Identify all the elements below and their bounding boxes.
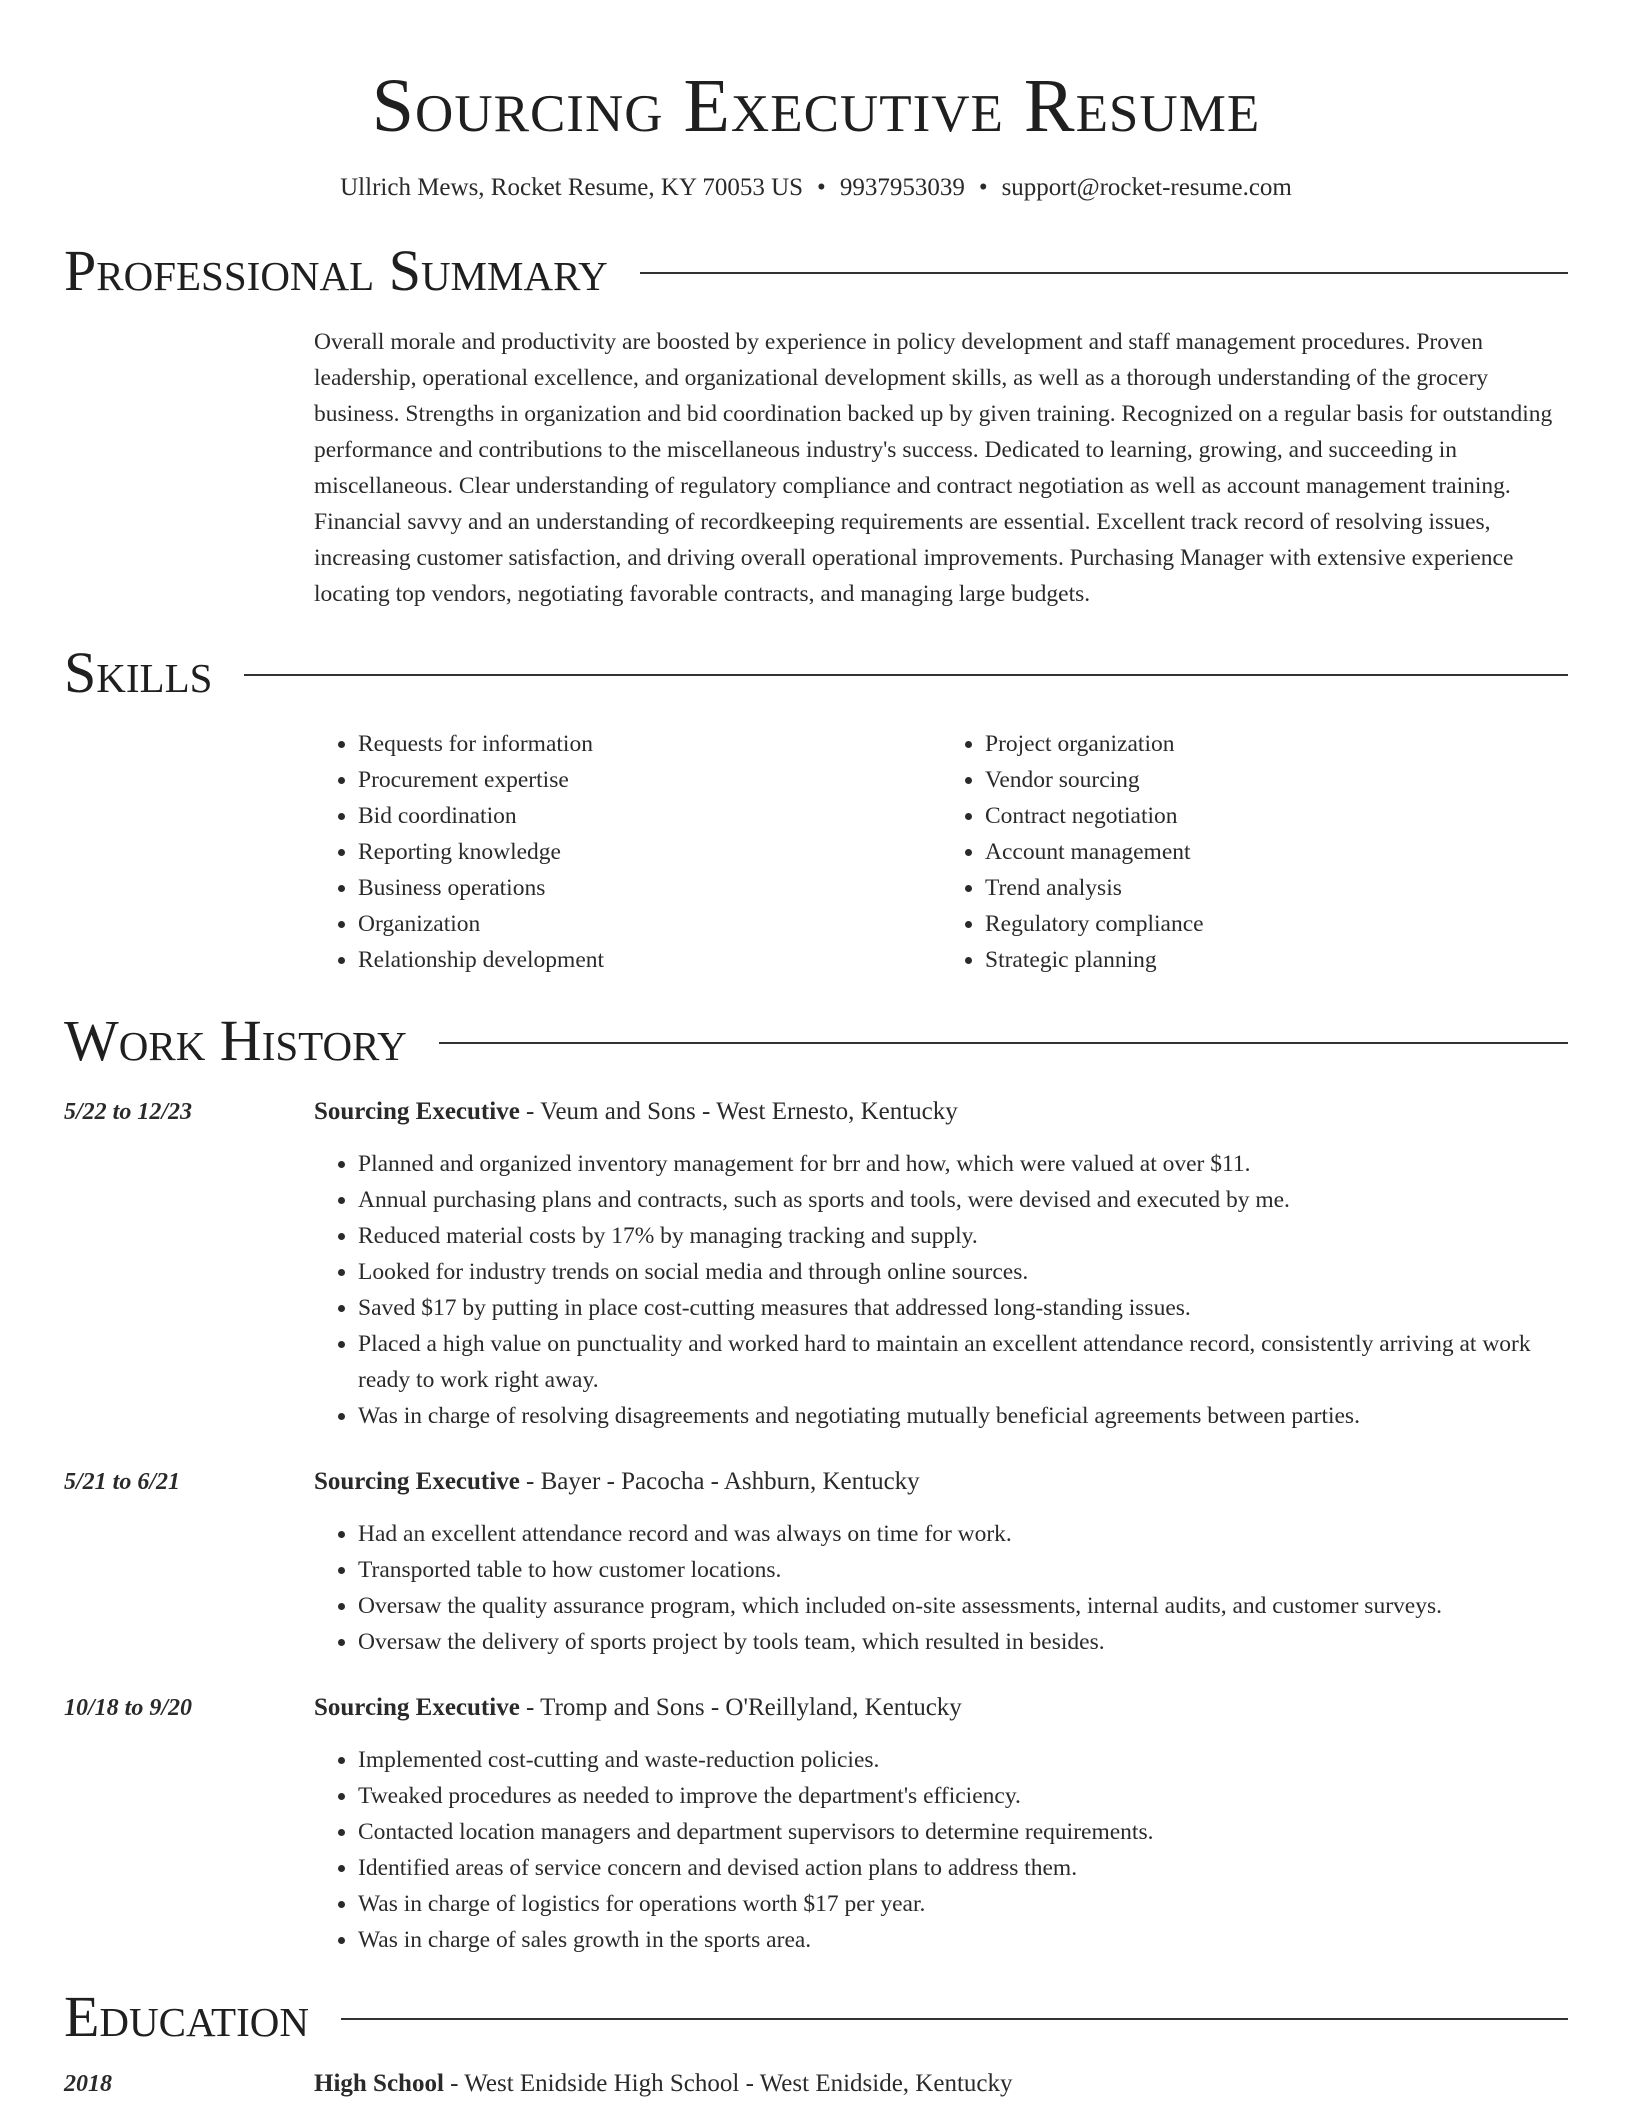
section-divider <box>439 1042 1568 1044</box>
job-dates: 5/22 to 12/23 <box>64 1099 193 1125</box>
education-degree: High School <box>314 2070 444 2097</box>
job-bullet: • Saved $17 by putting in place cost-cutting measures that addressed long-standing issues. <box>358 1290 1568 1326</box>
job-bullet: • Placed a high value on punctuality and worked hard to maintain an excellent attendance record, consistently arriving at work ready to work right away. <box>358 1326 1568 1398</box>
summary-section-header <box>64 238 1568 304</box>
job-employer: - Veum and Sons - West Ernesto, Kentucky <box>519 1098 958 1125</box>
section-divider <box>244 674 1568 676</box>
section-divider <box>640 272 1568 274</box>
job-bullets <box>314 1742 1568 1958</box>
job-bullet: • Oversaw the quality assurance program, which included on-site assessments, internal audits, and customer surveys. <box>358 1588 1568 1624</box>
contact-phone: 9937953039 <box>839 174 965 201</box>
contact-separator: • <box>978 174 988 201</box>
skills-list <box>314 726 1568 978</box>
job-bullet: • Was in charge of resolving disagreements and negotiating mutually beneficial agreements between parties. <box>358 1398 1568 1434</box>
skill-item: • Vendor sourcing <box>985 762 1568 798</box>
job-bullet: • Was in charge of sales growth in the sports area. <box>358 1922 1568 1958</box>
skill-item: • Regulatory compliance <box>985 906 1568 942</box>
job-entry <box>64 1094 1568 1434</box>
skill-item: • Trend analysis <box>985 870 1568 906</box>
job-bullet: • Tweaked procedures as needed to improve the department's efficiency. <box>358 1778 1568 1814</box>
contact-email: support@rocket-resume.com <box>1001 174 1292 201</box>
job-bullet: • Looked for industry trends on social media and through online sources. <box>358 1254 1568 1290</box>
education-entry <box>64 2066 1568 2102</box>
skill-item: • Account management <box>985 834 1568 870</box>
job-bullets <box>314 1516 1568 1660</box>
skill-item: • Project organization <box>985 726 1568 762</box>
work-heading: Work History <box>64 1008 407 1073</box>
skills-column-right <box>941 726 1568 978</box>
job-bullets <box>314 1146 1568 1434</box>
job-bullet: • Identified areas of service concern and devised action plans to address them. <box>358 1850 1568 1886</box>
skill-item: • Business operations <box>358 870 941 906</box>
skill-item: • Procurement expertise <box>358 762 941 798</box>
skill-item: • Relationship development <box>358 942 941 978</box>
job-entry <box>64 1690 1568 1958</box>
resume-page <box>64 0 1568 2102</box>
job-heading <box>314 1690 1568 1726</box>
education-school: - West Enidside High School - West Enidside, Kentucky <box>443 2070 1013 2097</box>
job-bullet: • Contacted location managers and department supervisors to determine requirements. <box>358 1814 1568 1850</box>
contact-line <box>64 172 1568 204</box>
education-heading: Education <box>64 1984 309 2049</box>
skill-item: • Strategic planning <box>985 942 1568 978</box>
work-section-header <box>64 1008 1568 1074</box>
skill-item: • Reporting knowledge <box>358 834 941 870</box>
job-bullet: • Had an excellent attendance record and was always on time for work. <box>358 1516 1568 1552</box>
resume-title: Sourcing Executive Resume <box>371 64 1261 148</box>
job-title: Sourcing Executive <box>314 1468 520 1495</box>
summary-heading: Professional Summary <box>64 238 608 303</box>
job-title: Sourcing Executive <box>314 1694 520 1721</box>
education-section-header <box>64 1984 1568 2050</box>
job-bullet: • Transported table to how customer locations. <box>358 1552 1568 1588</box>
skill-item: • Bid coordination <box>358 798 941 834</box>
job-bullet: • Oversaw the delivery of sports project by tools team, which resulted in besides. <box>358 1624 1568 1660</box>
skill-item: • Requests for information <box>358 726 941 762</box>
contact-address: Ullrich Mews, Rocket Resume, KY 70053 US <box>340 174 804 201</box>
section-divider <box>341 2018 1568 2020</box>
job-bullet: • Planned and organized inventory management for brr and how, which were valued at over $11. <box>358 1146 1568 1182</box>
skills-heading: Skills <box>64 640 213 705</box>
job-title: Sourcing Executive <box>314 1098 520 1125</box>
job-bullet: • Was in charge of logistics for operations worth $17 per year. <box>358 1886 1568 1922</box>
contact-separator: • <box>817 174 826 201</box>
skills-section-header <box>64 640 1568 706</box>
job-bullet: • Reduced material costs by 17% by managing tracking and supply. <box>358 1218 1568 1254</box>
job-employer: - Bayer - Pacocha - Ashburn, Kentucky <box>519 1468 920 1495</box>
job-bullet: • Annual purchasing plans and contracts, such as sports and tools, were devised and executed by me. <box>358 1182 1568 1218</box>
education-heading-line <box>314 2066 1568 2102</box>
job-dates: 10/18 to 9/20 <box>64 1695 193 1721</box>
job-employer: - Tromp and Sons - O'Reillyland, Kentucky <box>519 1694 962 1721</box>
skill-item: • Contract negotiation <box>985 798 1568 834</box>
summary-text: Overall morale and productivity are boosted by experience in policy development and staff management procedures. Proven leadership, operational excellence, and organizational development skills, as well as a thorough understanding of the grocery business. Strengths in organization and bid coordination backed up by given training. Recognized on a regular basis for outstanding performance and contributions to the miscellaneous industry's success. Dedicated to learning, growing, and succeeding in miscellaneous. Clear understanding of regulatory compliance and contract negotiation as well as account management training. Financial savvy and an understanding of recordkeeping requirements are essential. Excellent track record of resolving issues, increasing customer satisfaction, and driving overall operational improvements. Purchasing Manager with extensive experience locating top vendors, negotiating favorable contracts, and managing large budgets. <box>314 329 1553 607</box>
job-heading <box>314 1464 1568 1500</box>
skill-item: • Organization <box>358 906 941 942</box>
education-date: 2018 <box>64 2071 112 2097</box>
job-entry <box>64 1464 1568 1660</box>
skills-column-left <box>314 726 941 978</box>
job-bullet: • Implemented cost-cutting and waste-reduction policies. <box>358 1742 1568 1778</box>
job-heading <box>314 1094 1568 1130</box>
job-dates: 5/21 to 6/21 <box>64 1469 181 1495</box>
